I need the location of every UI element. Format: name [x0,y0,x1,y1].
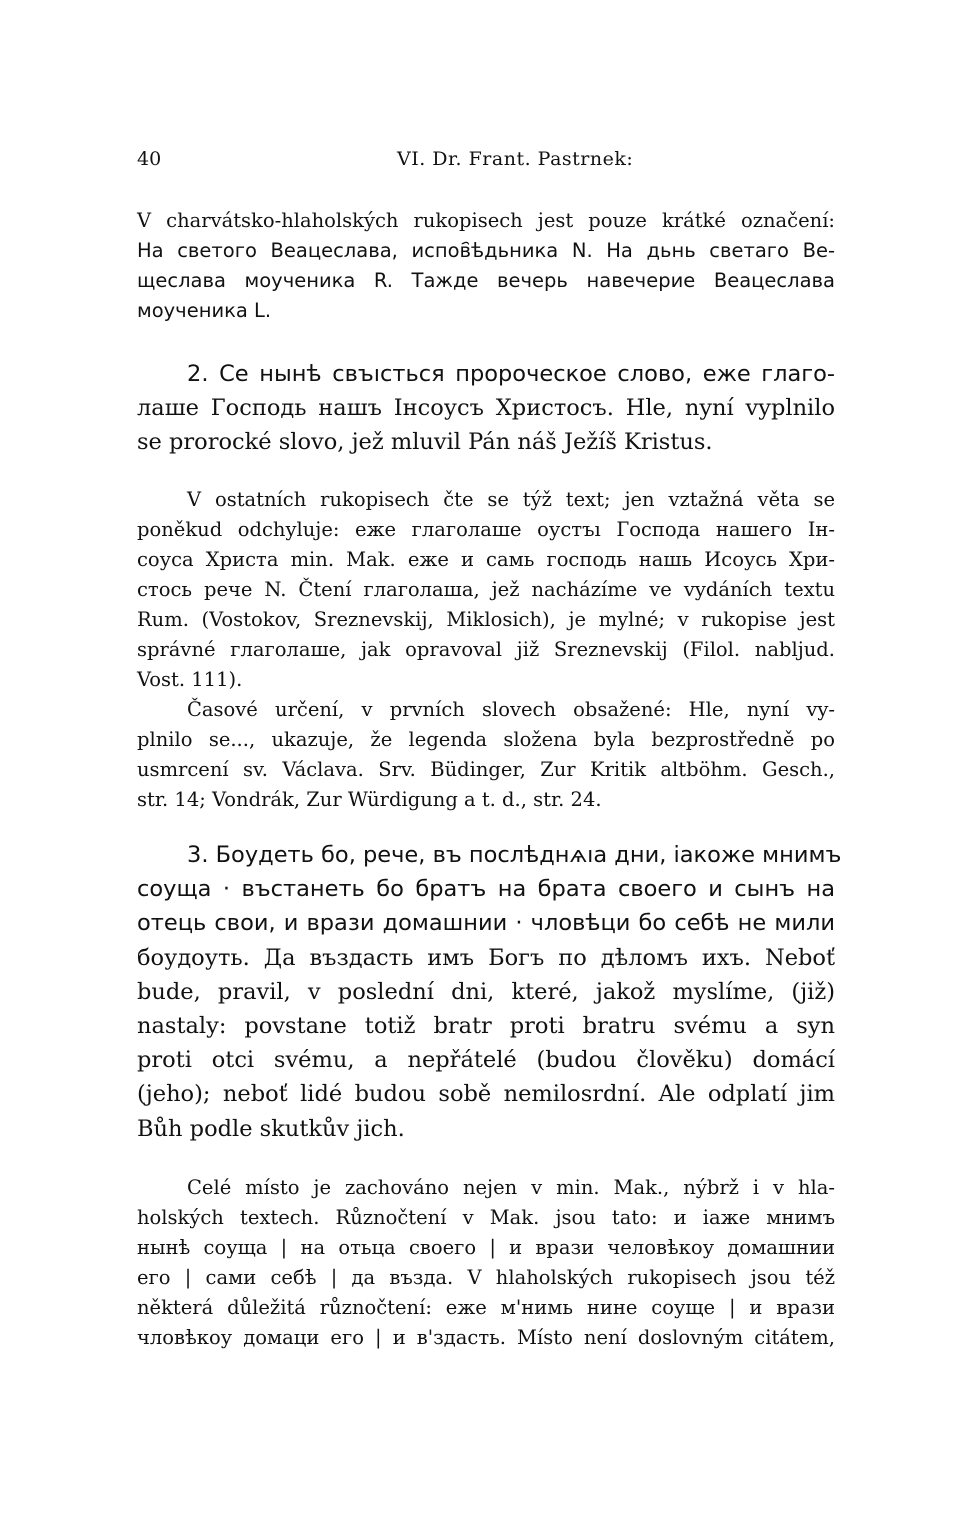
text-line: bude, pravil, v poslední dni, které, jakož myslíme, (již) [137,978,835,1005]
text-line: моученика L. [137,299,272,322]
text-line: Bůh podle skutkův jich. [137,1115,405,1142]
text-line: щеслава моученика R. Тажде вечерь навечерие Веацеслава [137,269,835,292]
text-line: Časové určení, v prvních slovech obsažené: Hle, nyní vy- [187,698,835,721]
text-line: Celé místo je zachováno nejen v min. Mak., nýbrž i v hla- [187,1176,835,1199]
text-line: (jeho); neboť lidé budou sobě nemilosrdní. Ale odplatí jim [137,1081,835,1108]
text-line: 2. Се нынѣ свъıсться пророческое слово, еже глаго- [187,361,835,387]
paragraph-hlaholic-designation [137,206,835,326]
text-line: стось рече N. Čtení глаголаша, jež nacházíme ve vydáních textu [137,578,835,601]
text-line: nastaly: povstane totiž bratr proti bratru svému a syn [137,1013,835,1040]
text-line: соуща · въстанеть бо братъ на брата своего и сынъ на [137,876,835,903]
text-line: V charvátsko-hlaholských rukopisech jest pouze krátké označení: [137,209,835,232]
text-line: poněkud odchyluje: еже глаголаше оустъı Господа нашего Ін- [137,518,835,541]
text-line: správné глаголаше, jak opravoval již Sreznevskij (Filol. nabljud. [137,638,835,661]
running-title: VI. Dr. Frant. Pastrnek: [397,148,634,170]
text-line: některá důležitá různočtení: еже м'нимь нине соуще | и врази [137,1296,835,1319]
page-header [137,148,832,176]
text-line: holských textech. Různočtení v Mak. jsou tato: и іаже мнимъ [137,1206,835,1229]
text-line: Vost. 111). [137,668,243,691]
page-number: 40 [137,148,162,170]
paragraph-other-manuscripts [137,485,835,695]
text-line: plnilo se..., ukazuje, že legenda složena byla bezprostředně po [137,728,835,751]
text-line: str. 14; Vondrák, Zur Würdigung a t. d., str. 24. [137,788,602,811]
text-line: нынѣ соуща | на отьца своего | и врази человѣкоу домашнии [137,1236,835,1259]
text-line: отець свои, и врази домашнии · чловѣци бо себѣ не мили [137,910,835,937]
text-line: proti otci svému, a nepřátelé (budou člověku) domácí [137,1047,835,1074]
text-line: На светого Веацеслава, испов҄ѣдьника N. На дьнь светаго Ве- [137,239,835,262]
text-line: чловѣкоу домаци его | и в'здасть. Místo není doslovným citátem, [137,1326,835,1349]
text-line: 3. Боудеть бо, рече, въ послѣднѧıа дни, іакоже мнимъ [187,842,842,868]
paragraph-verse-2 [137,357,835,460]
text-line: usmrcení sv. Václava. Srv. Büdinger, Zur Kritik altböhm. Gesch., [137,758,835,781]
text-line: se prorocké slovo, jež mluvil Pán náš Ježíš Kristus. [137,429,713,456]
paragraph-time-designation [137,695,835,815]
text-line: V ostatních rukopisech čte se týž text; jen vztažná věta se [187,488,835,511]
paragraph-verse-3 [137,838,842,1146]
text-line: его | сами себѣ | да възда. V hlaholských rukopisech jsou též [137,1266,835,1289]
paragraph-variant-readings [137,1173,835,1353]
text-line: боудоуть. Да въздасть имъ Богъ по дѣломъ ихъ. Neboť [137,944,835,971]
text-line: лаше Господь нашъ Інсоусъ Христосъ. Hle, nyní vyplnilo [137,395,835,422]
text-line: соуса Христа min. Mak. еже и самь господь нашь Исоусь Хри- [137,548,835,571]
text-line: Rum. (Vostokov, Sreznevskij, Miklosich), je mylné; v rukopise jest [137,608,835,631]
